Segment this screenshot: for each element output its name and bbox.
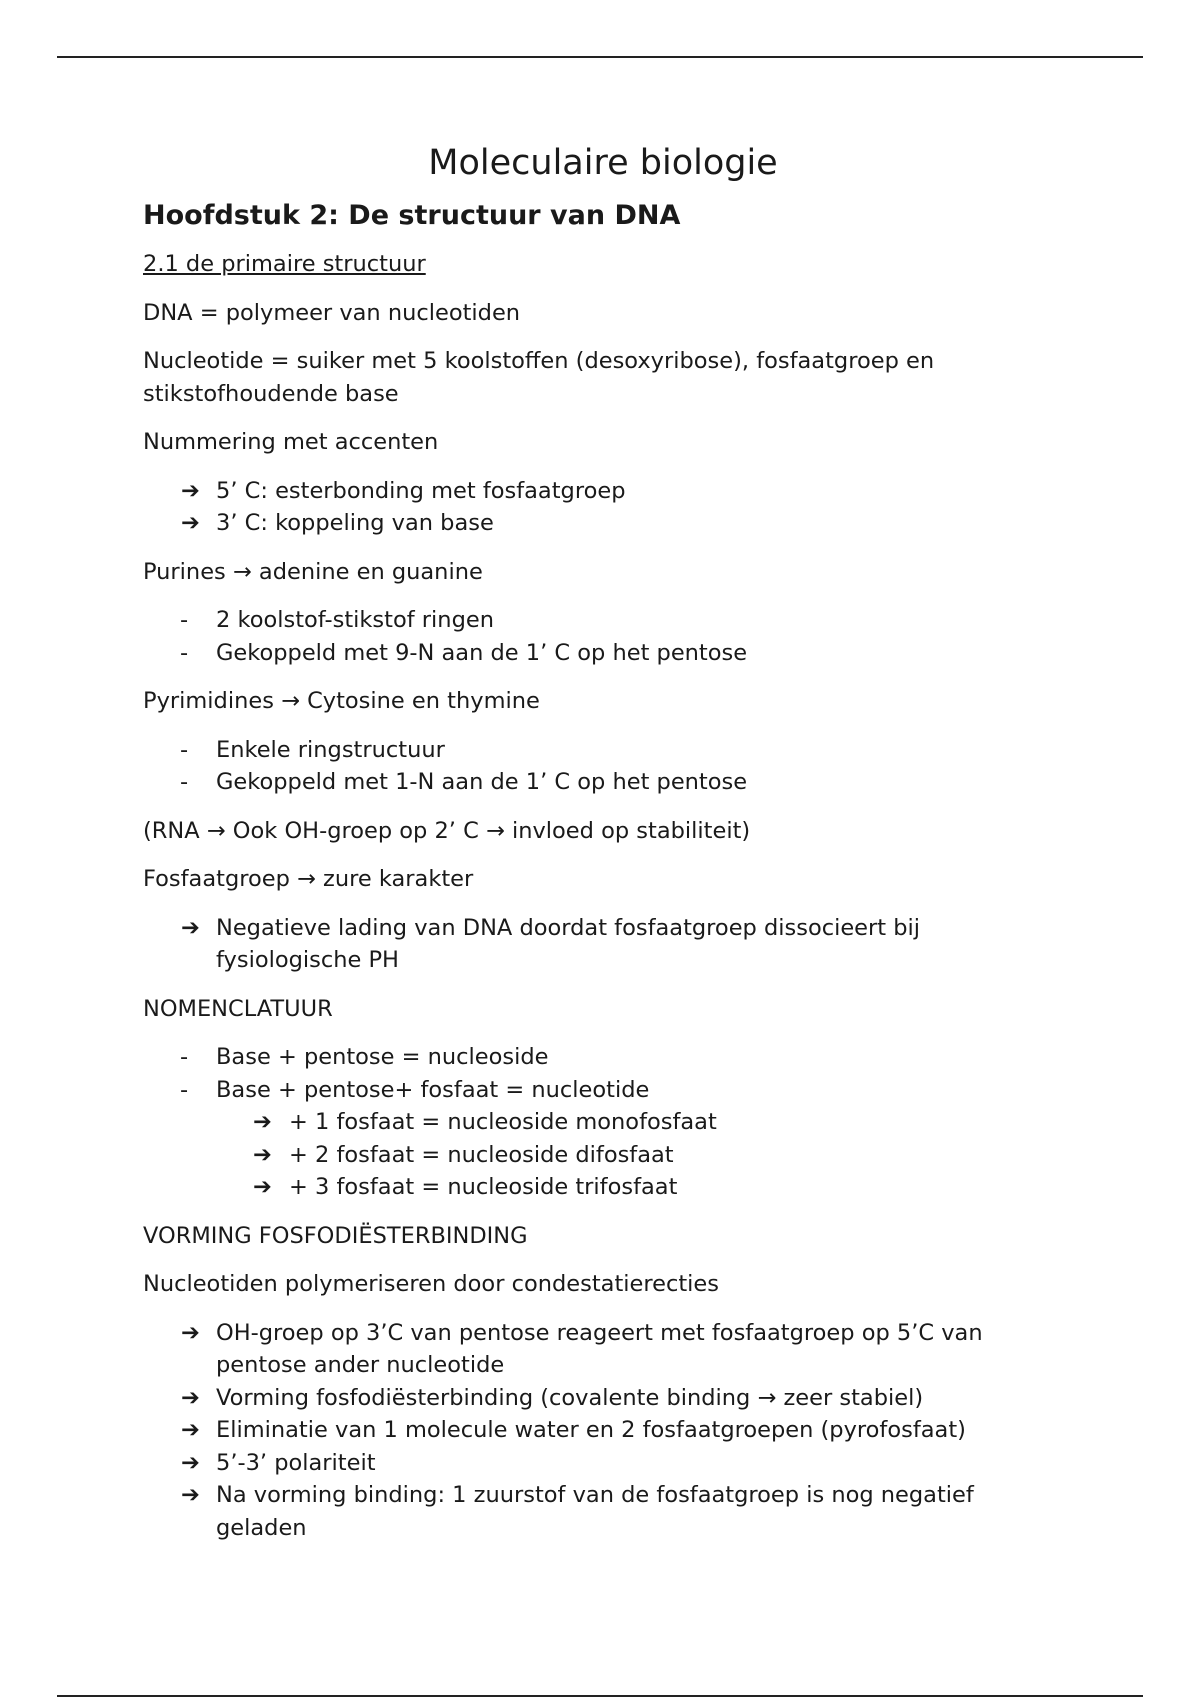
list-item-text: Na vorming binding: 1 zuurstof van de fosfaatgroep is nog negatief geladen	[216, 1482, 974, 1541]
list-item	[143, 1106, 1063, 1139]
list-item-text: + 1 fosfaat = nucleoside monofosfaat	[289, 1109, 717, 1135]
list-item	[143, 1317, 1063, 1382]
arrow-icon: ➔	[253, 1141, 272, 1168]
document-title: Moleculaire biologie	[428, 143, 778, 183]
arrow-icon: ➔	[253, 1174, 272, 1200]
list-item	[143, 1447, 1063, 1480]
list-item	[143, 637, 1063, 670]
arrow-icon: ➔	[253, 1109, 272, 1135]
footer-rule	[57, 1695, 1143, 1697]
list-item	[143, 1139, 1063, 1172]
paragraph: Nucleotiden polymeriseren door condestatierecties	[143, 1271, 719, 1297]
list-item-text: 5’-3’ polariteit	[216, 1449, 376, 1476]
arrow-icon: ➔	[181, 510, 200, 536]
list-item-text: Negatieve lading van DNA doordat fosfaatgroep dissocieert bij fysiologische PH	[216, 914, 921, 973]
subheading: NOMENCLATUUR	[143, 995, 333, 1022]
list-item-text: 2 koolstof-stikstof ringen	[216, 607, 494, 633]
list-item-text: + 2 fosfaat = nucleoside difosfaat	[289, 1141, 674, 1168]
paragraph: (RNA → Ook OH-groep op 2’ C → invloed op stabiliteit)	[143, 817, 751, 844]
list-item-text: Eliminatie van 1 molecule water en 2 fosfaatgroepen (pyrofosfaat)	[216, 1417, 966, 1443]
list-item	[143, 1171, 1063, 1204]
paragraph: Nummering met accenten	[143, 429, 439, 455]
list-item-text: Enkele ringstructuur	[216, 736, 445, 763]
list-item-text: + 3 fosfaat = nucleoside trifosfaat	[289, 1174, 678, 1200]
dash-icon: -	[180, 736, 189, 763]
list-item	[143, 475, 1063, 508]
dash-icon: -	[180, 769, 189, 795]
list-item-text: OH-groep op 3’C van pentose reageert met fosfaatgroep op 5’C van pentose ander nucleotide	[216, 1319, 983, 1378]
header-rule	[57, 56, 1143, 58]
list-item	[143, 1414, 1063, 1447]
chapter-heading: Hoofdstuk 2: De structuur van DNA	[143, 200, 681, 231]
list-item	[143, 1074, 1063, 1107]
paragraph: Nucleotide = suiker met 5 koolstoffen (desoxyribose), fosfaatgroep en stikstofhoudende base	[143, 348, 935, 407]
list-item-text: Vorming fosfodiësterbinding (covalente binding → zeer stabiel)	[216, 1384, 924, 1411]
list-item-text: Base + pentose+ fosfaat = nucleotide	[216, 1076, 650, 1103]
list-item	[143, 507, 1063, 540]
arrow-list	[143, 1317, 1063, 1545]
arrow-icon: ➔	[181, 1384, 200, 1411]
arrow-icon: ➔	[181, 1417, 200, 1443]
dash-icon: -	[180, 639, 189, 666]
arrow-icon: ➔	[181, 914, 200, 941]
arrow-icon: ➔	[181, 477, 200, 504]
list-item	[143, 734, 1063, 767]
list-item-text: 3’ C: koppeling van base	[216, 510, 494, 536]
list-item-text: 5’ C: esterbonding met fosfaatgroep	[216, 477, 626, 504]
dash-icon: -	[180, 1044, 189, 1070]
arrow-list	[143, 475, 1063, 540]
arrow-icon: ➔	[181, 1482, 200, 1508]
arrow-icon: ➔	[181, 1449, 200, 1476]
dash-icon: -	[180, 607, 189, 633]
section-heading: 2.1 de primaire structuur	[143, 251, 426, 277]
dash-icon: -	[180, 1076, 189, 1103]
list-item	[143, 766, 1063, 799]
list-item	[143, 604, 1063, 637]
paragraph: Pyrimidines → Cytosine en thymine	[143, 688, 540, 714]
dash-list	[143, 734, 1063, 799]
document-body	[143, 140, 1063, 1560]
paragraph: Purines → adenine en guanine	[143, 558, 483, 585]
dash-list	[143, 604, 1063, 669]
nested-arrow-list	[143, 1106, 1063, 1204]
subheading: VORMING FOSFODIËSTERBINDING	[143, 1222, 528, 1249]
paragraph: Fosfaatgroep → zure karakter	[143, 866, 474, 892]
arrow-list	[143, 912, 1063, 977]
list-item-text: Gekoppeld met 9-N aan de 1’ C op het pentose	[216, 639, 748, 666]
list-item	[143, 1479, 1063, 1544]
list-item	[143, 1041, 1063, 1074]
paragraph: DNA = polymeer van nucleotiden	[143, 299, 521, 326]
list-item-text: Base + pentose = nucleoside	[216, 1044, 549, 1070]
list-item	[143, 1382, 1063, 1415]
list-item-text: Gekoppeld met 1-N aan de 1’ C op het pentose	[216, 769, 748, 795]
dash-list	[143, 1041, 1063, 1106]
list-item	[143, 912, 1063, 977]
arrow-icon: ➔	[181, 1319, 200, 1346]
